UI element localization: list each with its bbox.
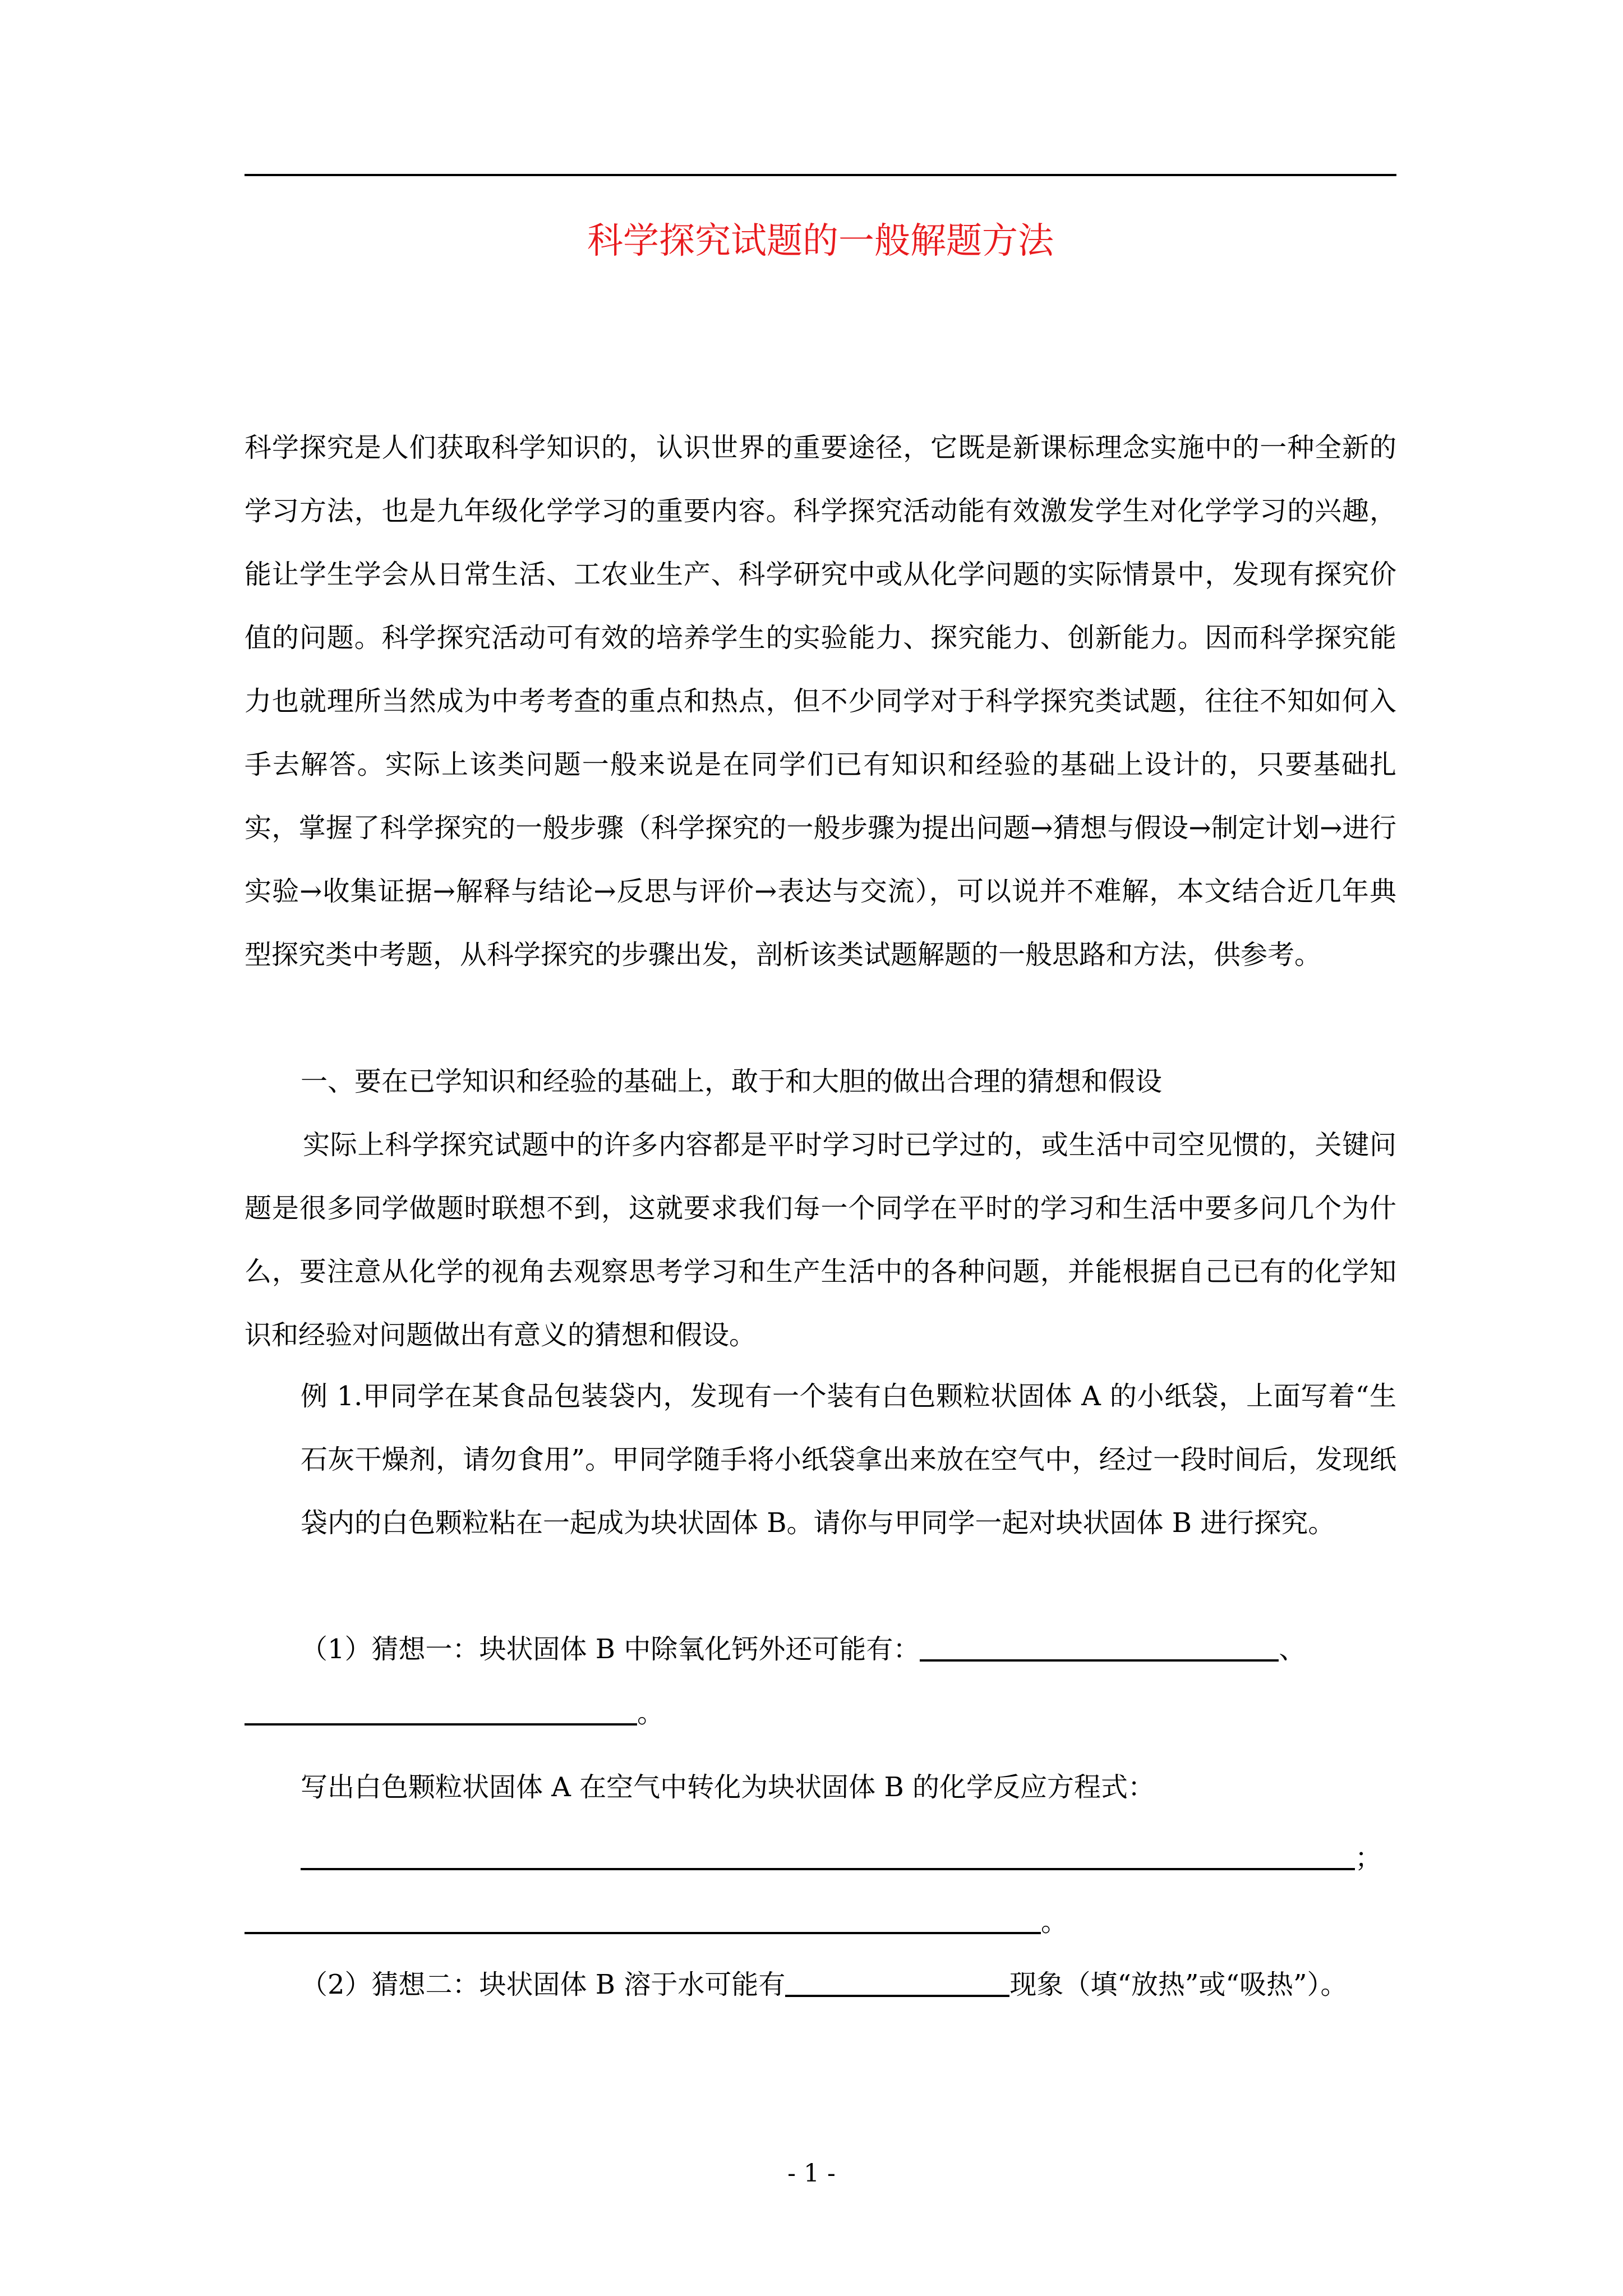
answer-blank-1[interactable] bbox=[920, 1626, 1279, 1662]
equation-period: 。 bbox=[1041, 1906, 1068, 1938]
intro-paragraph: 科学探究是人们获取科学知识的，认识世界的重要途径，它既是新课标理念实施中的一种全新的学习方法，也是九年级化学学习的重要内容。科学探究活动能有效激发学生对化学学习的兴趣，能让学生学会从日常生活、工农业生产、科学研究中或从化学问题的实际情景中，发现有探究价值的问题。科学探究活动可有效的培养学生的实验能力、探究能力、创新能力。因而科学探究能力也就理所当然成为中考考查的重点和热点，但不少同学对于科学探究类试题，往往不知如何入手去解答。实际上该类问题一般来说是在同学们已有知识和经验的基础上设计的，只要基础扎实，掌握了科学探究的一般步骤（科学探究的一般步骤为提出问题→猜想与假设→制定计划→进行实验→收集证据→解释与结论→反思与评价→表达与交流），可以说并不难解，本文结合近几年典型探究类中考题，从科学探究的步骤出发，剖析该类试题解题的一般思路和方法，供参考。 bbox=[245, 432, 1396, 970]
header-rule bbox=[245, 174, 1396, 176]
question-2 bbox=[301, 1953, 1396, 2017]
equation-line-2 bbox=[245, 1890, 1396, 1954]
question-1 bbox=[301, 1618, 1396, 1681]
example-paragraph: 例 1.甲同学在某食品包装袋内，发现有一个装有白色颗粒状固体 A 的小纸袋，上面写着“生石灰干燥剂，请勿食用”。甲同学随手将小纸袋拿出来放在空气中，经过一段时间后，发现纸袋内的白色颗粒粘在一起成为块状固体 B。请你与甲同学一起对块状固体 B 进行探究。 bbox=[301, 1381, 1396, 1539]
answer-blank-2[interactable] bbox=[245, 1690, 637, 1726]
section-heading: 一、要在已学知识和经验的基础上，敢于和大胆的做出合理的猜想和假设 bbox=[301, 1066, 1163, 1097]
equation-prompt: 写出白色颗粒状固体 A 在空气中转化为块状固体 B 的化学反应方程式： bbox=[301, 1772, 1155, 1803]
section-paragraph: 实际上科学探究试题中的许多内容都是平时学习时已学过的，或生活中司空见惯的，关键问题是很多同学做题时联想不到，这就要求我们每一个同学在平时的学习和生活中要多问几个为什么，要注意从化学的视角去观察思考学习和生产生活中的各种问题，并能根据自己已有的化学知识和经验对问题做出有意义的猜想和假设。 bbox=[245, 1129, 1396, 1351]
question-1-continuation bbox=[245, 1682, 1396, 1745]
question-1-separator: 、 bbox=[1279, 1634, 1306, 1665]
answer-blank-3[interactable] bbox=[301, 1834, 1355, 1870]
equation-semicolon: ； bbox=[1355, 1842, 1382, 1874]
question-1-end: 。 bbox=[637, 1697, 665, 1729]
document-title: 科学探究试题的一般解题方法 bbox=[587, 220, 1054, 262]
question-1-text: （1）猜想一：块状固体 B 中除氧化钙外还可能有： bbox=[301, 1634, 920, 1665]
equation-line-1 bbox=[301, 1826, 1396, 1890]
answer-blank-5[interactable] bbox=[785, 1961, 1009, 1997]
answer-blank-4[interactable] bbox=[245, 1898, 1041, 1934]
question-2-text-before: （2）猜想二：块状固体 B 溶于水可能有 bbox=[301, 1969, 786, 2000]
page-number: - 1 - bbox=[787, 2159, 836, 2188]
question-2-text-after: 现象（填“放热”或“吸热”）。 bbox=[1009, 1969, 1348, 2000]
